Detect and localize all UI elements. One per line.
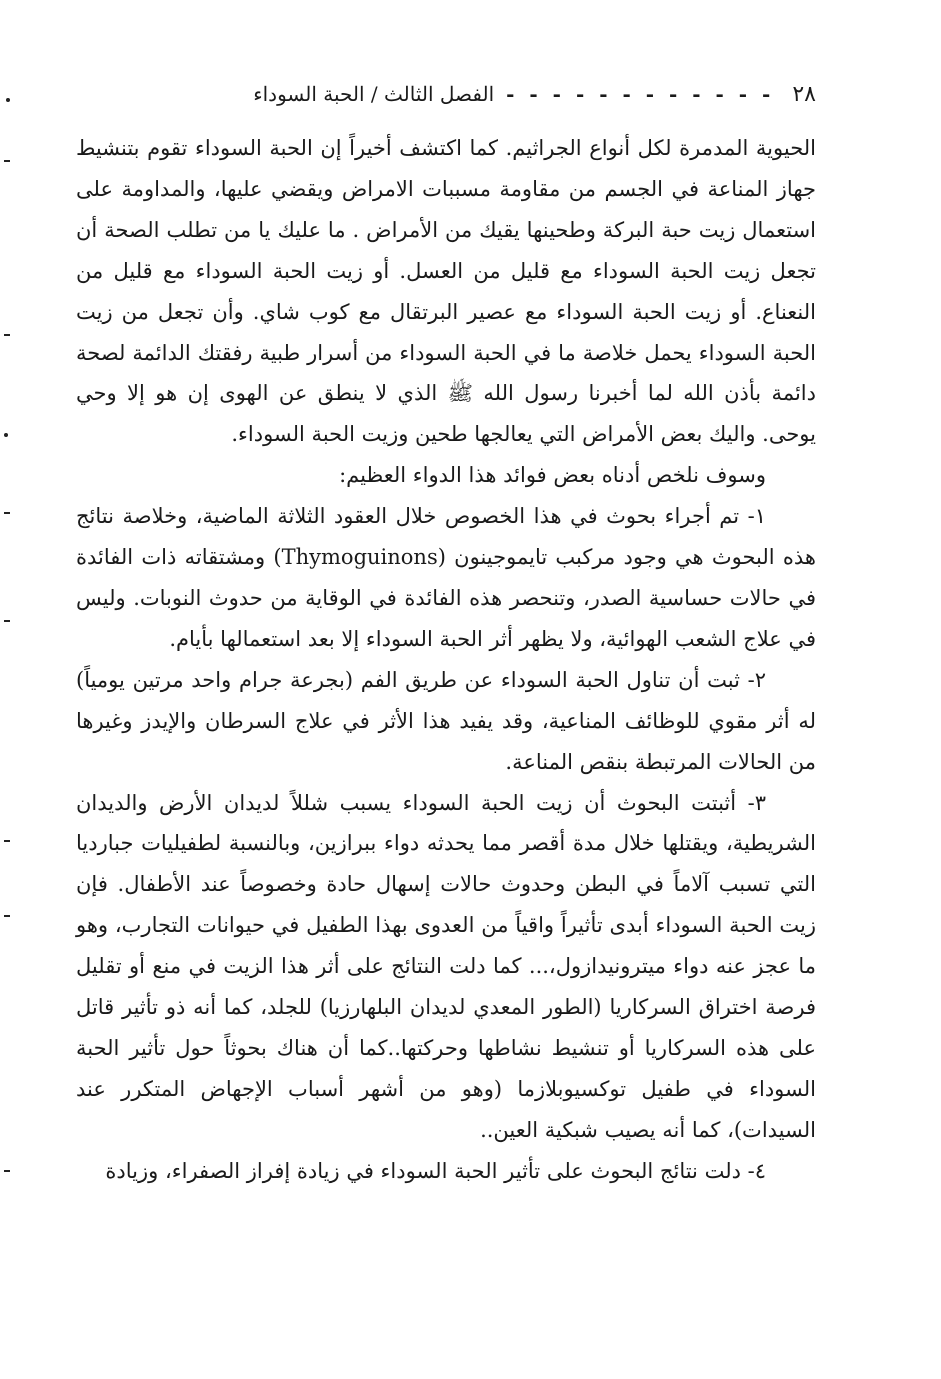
page-number: ٢٨ — [792, 81, 816, 107]
header-leader-dots: - - - - - - - - - - - - — [506, 82, 775, 106]
margin-dash-mark — [4, 620, 10, 622]
margin-dash-mark — [4, 915, 10, 917]
margin-dot-mark — [4, 433, 8, 437]
list-item-1-text-b: ) ومشتقاته ذات الفائدة في حالات حساسية الصدر، وتنحصر هذه الفائدة في الوقاية من حدوث النوبات. وليس في علاج الشعب الهوائية، ولا يظهر أثر الحبة السوداء إلا بعد استعمالها بأيام. — [76, 545, 816, 651]
running-header — [76, 74, 816, 114]
paragraph-intro: الحيوية المدمرة لكل أنواع الجراثيم. كما اكتشف أخيراً إن الحبة السوداء تقوم بتنشيط جهاز المناعة في الجسم من مقاومة مسببات الامراض ويقضي عليها، والمداومة على استعمال زيت حبة البركة وطحينها يقيك من الأمراض . ما عليك يا من تطلب الصحة أن تجعل زيت الحبة السوداء مع قليل من العسل. أو زيت الحبة السوداء مع قليل من النعناع. أو زيت الحبة السوداء مع عصير البرتقال مع كوب شاي. وأن تجعل من زيت الحبة السوداء يحمل خلاصة ما في الحبة السوداء من أسرار طبية رفقتك الدائمة لصحة دائمة بأذن الله لما أخبرنا رسول الله ﷺ الذي لا ينطق عن الهوى إن هو إلا وحي يوحى. واليك بعض الأمراض التي يعالجها طحين وزيت الحبة السوداء. — [76, 136, 816, 447]
list-item-4: ٤- دلت نتائج البحوث على تأثير الحبة السوداء في زيادة إفراز الصفراء، وزيادة — [105, 1158, 766, 1183]
margin-dash-mark — [4, 512, 10, 514]
paragraph-summary-intro: وسوف نلخص أدناه بعض فوائد هذا الدواء العظيم: — [339, 463, 766, 488]
margin-dash-mark — [4, 334, 10, 336]
compound-name: Thymoguinons — [281, 545, 438, 570]
margin-dash-mark — [4, 840, 10, 842]
body-text — [76, 128, 816, 1192]
list-item-1 — [76, 496, 816, 660]
list-item-1-text-a: ١- تم أجراء بحوث في هذا الخصوص خلال العقود الثلاثة الماضية، وخلاصة نتائج هذه البحوث هي وجود مركبب تايموجينون ( — [76, 504, 816, 570]
list-item-3: ٣- أثبتت البحوث أن زيت الحبة السوداء يسبب شللاً لديدان الأرض والديدان الشريطية، ويقتلها خلال مدة أقصر مما يحدثه دواء ببرازين، وبالنسبة لطفيليات جبارديا التي تسبب آلاماً في البطن وحدوث حالات إسهال حادة وخصوصاً عند الأطفال. فإن زيت الحبة السوداء أبدى تأثيراً واقياً من العدوى بهذا الطفيل في حيوانات التجارب، وهو ما عجز عنه دواء ميترونيدازول،... كما دلت النتائج على أثر هذا الزيت في منع أو تقليل فرصة اختراق السركاريا (الطور المعدي لديدان البلهارزيا) للجلد، كما أنه ذو تأثير قاتل على هذه السركاريا أو تنشيط نشاطها وحركتها..كما أن هناك بحوثاً حول تأثير الحبة السوداء في طفيل توكسيوبلازما (وهو من أشهر أسباب الإجهاض المتكرر عند السيدات)، كما أنه يصيب شبكية العين.. — [76, 790, 816, 1142]
chapter-title: الفصل الثالث / الحبة السوداء — [253, 82, 495, 106]
list-item-2: ٢- ثبت أن تناول الحبة السوداء عن طريق الفم (بجرعة جرام واحد مرتين يومياً) له أثر مقوي للوظائف المناعية، وقد يفيد هذا الأثر في علاج السرطان والإيدز وغيرها من الحالات المرتبطة بنقص المناعة. — [76, 667, 816, 774]
margin-dash-mark — [4, 160, 10, 162]
margin-dot-mark — [6, 98, 10, 102]
margin-dash-mark — [4, 1170, 10, 1172]
